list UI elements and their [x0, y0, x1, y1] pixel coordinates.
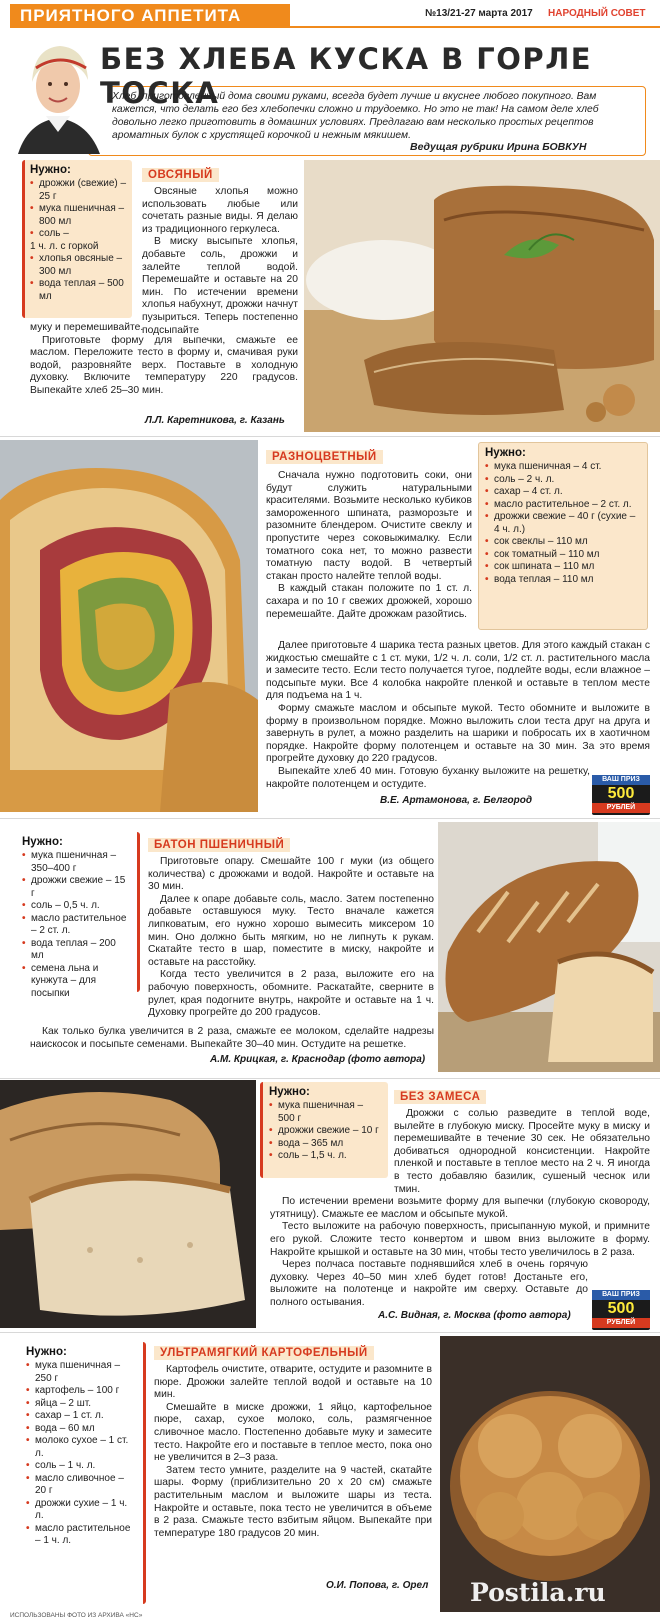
ingredient-item: • дрожжи свежие – 10 г — [269, 1125, 382, 1138]
watermark: Postila.ru — [470, 1578, 606, 1607]
ingredient-item: • дрожжи сухие – 1 ч. л. — [26, 1498, 137, 1523]
ingredient-item: • соль – 1,5 ч. л. — [269, 1150, 382, 1163]
ingredient-item: • сахар – 4 ст. л. — [485, 486, 641, 499]
ingredient-item: • картофель – 100 г — [26, 1385, 137, 1398]
oat-bread-photo — [304, 160, 660, 432]
ingredient-item: • мука пшеничная – 500 г — [269, 1100, 382, 1125]
section-divider — [0, 1332, 660, 1333]
ingredients-box-rainbow — [478, 442, 648, 630]
recipe-text-oat-top: Овсяные хлопья можно использовать любые или сочетать разные виды. Я делаю из традиционного геркулеса. В миску высыпьте хлопья, добавьте соль, дрожжи и залейте теплой водой. Перемешайте и оставьте на 20 мин. По истечении времени хлопья набухнут, дрожжи начнут пузыриться. Теперь постепенно подсыпайте — [142, 186, 298, 336]
ingredient-item: • мука пшеничная – 800 мл — [30, 203, 127, 228]
host-signature: Ведущая рубрики Ирина БОВКУН — [410, 141, 587, 153]
recipe-author-noknead: А.С. Видная, г. Москва (фото автора) — [378, 1310, 571, 1321]
section-divider — [0, 1078, 660, 1079]
ingredient-item: • соль – 2 ч. л. — [485, 474, 641, 487]
section-divider — [0, 436, 660, 437]
baton-bread-photo — [438, 822, 660, 1072]
ingredient-item: • сахар – 1 ст. л. — [26, 1410, 137, 1423]
ingredient-item: • сок свеклы – 110 мл — [485, 536, 641, 549]
ingredient-item: • масло сливочное – 20 г — [26, 1473, 137, 1498]
ingredient-item: • вода теплая – 110 мл — [485, 574, 641, 587]
ingredient-item: • молоко сухое – 1 ст. л. — [26, 1435, 137, 1460]
ingredients-heading: Нужно: — [22, 836, 63, 848]
recipe-text-baton: Приготовьте опару. Смешайте 100 г муки (из общего количества) с дрожжами и водой. Накройте и оставьте на 30 мин. Далее к опаре добавьте соль, масло. Затем постепенно добавьте оставшуюся муку. Тесто вначале кажется липковатым, его нужно хорошо вымесить миксером 10 мин. Оно должно быть мягким, но не липнуть к рукам. Скатайте тесто в шар, поместите в миску, накройте и оставьте на расстойку. Когда тесто увеличится в 2 раза, выложите его на рабочую поверхность, обомните. Раскатайте, сверните в рулет, края подогните внутрь, накройте и оставьте на 1 ч. Духовку прогрейте до 200 градусов. — [148, 856, 434, 1019]
ingredient-item: • хлопья овсяные – 300 мл — [30, 253, 127, 278]
recipe-title-baton: БАТОН ПШЕНИЧНЫЙ — [148, 838, 290, 852]
ingredient-item: • вода – 365 мл — [269, 1138, 382, 1151]
ingredients-box-oat — [22, 160, 132, 318]
recipe-author-potato: О.И. Попова, г. Орел — [326, 1580, 429, 1591]
ingredient-item: • мука пшеничная – 350–400 г — [22, 850, 131, 875]
ingredient-item: • мука пшеничная – 250 г — [26, 1360, 137, 1385]
ingredient-item: • дрожжи свежие – 15 г — [22, 875, 131, 900]
ingredient-item: • соль – 1 ч. л. — [26, 1460, 137, 1473]
ingredient-item: • масло растительное – 2 ст. л. — [485, 499, 641, 512]
ingredient-item: • сок шпината – 110 мл — [485, 561, 641, 574]
ingredient-item: • масло растительное – 2 ст. л. — [22, 913, 131, 938]
ingredient-item: 1 ч. л. с горкой — [30, 240, 99, 252]
ingredient-item: • соль – 0,5 ч. л. — [22, 900, 131, 913]
recipe-title-potato: УЛЬТРАМЯГКИЙ КАРТОФЕЛЬНЫЙ — [154, 1346, 374, 1360]
ingredients-heading: Нужно: — [485, 447, 526, 459]
ingredient-item: • сок томатный – 110 мл — [485, 549, 641, 562]
recipe-title-oat: ОВСЯНЫЙ — [142, 168, 219, 182]
recipe-text-baton-bottom: Как только булка увеличится в 2 раза, смажьте ее молоком, сделайте надрезы наискосок и посыпьте семенами. Выпекайте 30–40 мин. Остудите на решетке. — [30, 1026, 434, 1050]
host-portrait — [8, 34, 108, 154]
recipe-title-rainbow: РАЗНОЦВЕТНЫЙ — [266, 450, 383, 464]
prize-badge: ВАШ ПРИЗ 500 РУБЛЕЙ — [592, 1290, 650, 1330]
issue-number: №13/21-27 марта 2017 — [425, 8, 533, 19]
ingredient-item: • вода теплая – 200 мл — [22, 938, 131, 963]
recipe-text-noknead: Дрожжи с солью разведите в теплой воде, вылейте в глубокую миску. Просейте муку в миску и перемешивайте в течение 30 сек. Не обязательно добиваться однородной консистенции. Накройте пленкой и поставьте в теплое место на 2 ч. Я иногда в тесто добавляю базилик, сушеный чеснок или тмин. По истечении времени возьмите форму для выпечки (глубокую сковороду, утятницу). Смажьте ее маслом и обсыпьте мукой. Тесто выложите на рабочую поверхность, присыпанную мукой, и примните его рукой. Сложите тесто конвертом и швом вниз выложите в форму. Накройте крышкой и оставьте на 30 мин, чтобы тесто увеличилось в 2 раза. Через полчаса поставьте поднявшийся хлеб в очень горячую духовку. Через 40–50 мин хлеб будет готов! Достаньте его, выложите на полотенце и накройте им сверху. Оставьте до полного остывания. — [270, 1108, 650, 1308]
ingredients-heading: Нужно: — [26, 1346, 67, 1358]
ingredient-item: • масло растительное – 1 ч. л. — [26, 1523, 137, 1548]
ingredient-item: • дрожжи (свежие) – 25 г — [30, 178, 127, 203]
recipe-text-rainbow-bottom: Далее приготовьте 4 шарика теста разных цветов. Для этого каждый стакан с жидкостью смешайте с 1 ст. муки, 1/2 ч. л. соли, 1/2 ст. л. растительного масла и замесите тесто. Если тесто получается тугое, подлейте воды, если влажное – подсыпьте муки. Все 4 колобка накройте пленкой и оставьте в теплом месте для подъема на 1 ч. Форму смажьте маслом и обсыпьте мукой. Тесто обомните и выложите в форму в произвольном порядке. Можно выложить слои теста друг на друга и завернуть в рулет, а можно разделить на шарики и побросать их в хаотичном порядке. Накройте форму полотенцем и оставьте на 30 мин. За это время прогрейте духовку до 220 градусов. Выпекайте хлеб 40 мин. Готовую буханку выложите на решетку, накройте полотенцем и остудите. — [266, 640, 650, 790]
section-divider — [0, 818, 660, 819]
ingredient-item: • вода – 60 мл — [26, 1423, 137, 1436]
recipe-text-potato: Картофель очистите, отварите, остудите и разомните в пюре. Дрожжи залейте теплой водой и оставьте на 10 мин. Смешайте в миске дрожжи, 1 яйцо, картофельное пюре, сахар, сухое молоко, соль, размягченное сливочное масло. Постепенно добавьте муку и замесите тесто. Накройте его и поставьте в теплое место, пока оно не увеличится в 2–3 раза. Затем тесто умните, разделите на 9 частей, скатайте шары. Форму (приблизительно 20 х 20 см) смажьте растительным маслом и выложите шары из теста. Накройте и оставьте, пока тесто не увеличится в объеме в 2 раза. Смажьте тесто взбитым яйцом. Выпекайте при температуре 180 градусов 20 мин. — [154, 1364, 432, 1539]
ingredient-item: • семена льна и кунжута – для посыпки — [22, 963, 131, 1001]
recipe-text-oat-bottom: муку и перемешивайте. Приготовьте форму для выпечки, смажьте ее маслом. Переложите тесто в форму и, смачивая руки водой, разровняйте верх. Поставьте в холодную духовку. Включите температуру 220 градусов. Выпекайте хлеб 25–30 мин. — [30, 322, 298, 396]
ingredients-heading: Нужно: — [269, 1086, 310, 1098]
intro-text: Хлеб, приготовленный дома своими руками, всегда будет лучше и вкуснее любого покупного. Вам кажется, что делать его без хлебопечки сложно и трудоемко. Но это не так! На самом деле хлеб довольно легко приготовить в домашних условиях. Предлагаю вам несколько простых рецептов ароматных булок с хрустящей корочкой и нежным мякишем. — [112, 91, 599, 141]
header-rule — [290, 26, 660, 28]
ingredient-item: • яйца – 2 шт. — [26, 1398, 137, 1411]
potato-bread-photo — [440, 1336, 660, 1612]
page-title: БЕЗ ХЛЕБА КУСКА В ГОРЛЕ ТОСКА — [100, 42, 593, 110]
ingredient-item: • соль – — [30, 228, 127, 241]
ingredients-heading: Нужно: — [30, 164, 71, 176]
ingredient-item: • вода теплая – 500 мл — [30, 278, 127, 303]
recipe-author-oat: Л.Л. Каретникова, г. Казань — [145, 415, 285, 426]
recipe-title-noknead: БЕЗ ЗАМЕСА — [394, 1090, 486, 1104]
recipe-author-baton: А.М. Крицкая, г. Краснодар (фото автора) — [210, 1054, 426, 1065]
recipe-author-rainbow: В.Е. Артамонова, г. Белгород — [380, 795, 533, 806]
magazine-name: НАРОДНЫЙ СОВЕТ — [548, 8, 646, 19]
ingredient-item: • дрожжи свежие – 40 г (сухие – 4 ч. л.) — [485, 511, 641, 536]
rubric-label: ПРИЯТНОГО АППЕТИТА — [10, 4, 290, 28]
ingredient-item: • мука пшеничная – 4 ст. — [485, 461, 641, 474]
no-knead-bread-photo — [0, 1080, 256, 1328]
ingredients-box-potato — [20, 1342, 146, 1604]
prize-badge: ВАШ ПРИЗ 500 РУБЛЕЙ — [592, 775, 650, 815]
photo-credit: ИСПОЛЬЗОВАНЫ ФОТО ИЗ АРХИВА «НС» — [10, 1612, 143, 1619]
rainbow-bread-photo — [0, 440, 258, 812]
ingredients-box-baton — [16, 832, 140, 999]
recipe-text-rainbow-top: Сначала нужно подготовить соки, они будут служить натуральными красителями. Возьмите несколько кубиков замороженного шпината, разморозьте и разомните блендером. Очистите свеклу и пропустите через соковыжималку. Если томатного сока нет, то можно развести томатную пасту водой. В четвертый стакан просто налейте теплой воды. В каждый стакан положите по 1 ст. л. сахара и по 10 г свежих дрожжей, хорошо перемешайте. Дайте дрожжам разойтись. — [266, 470, 472, 620]
